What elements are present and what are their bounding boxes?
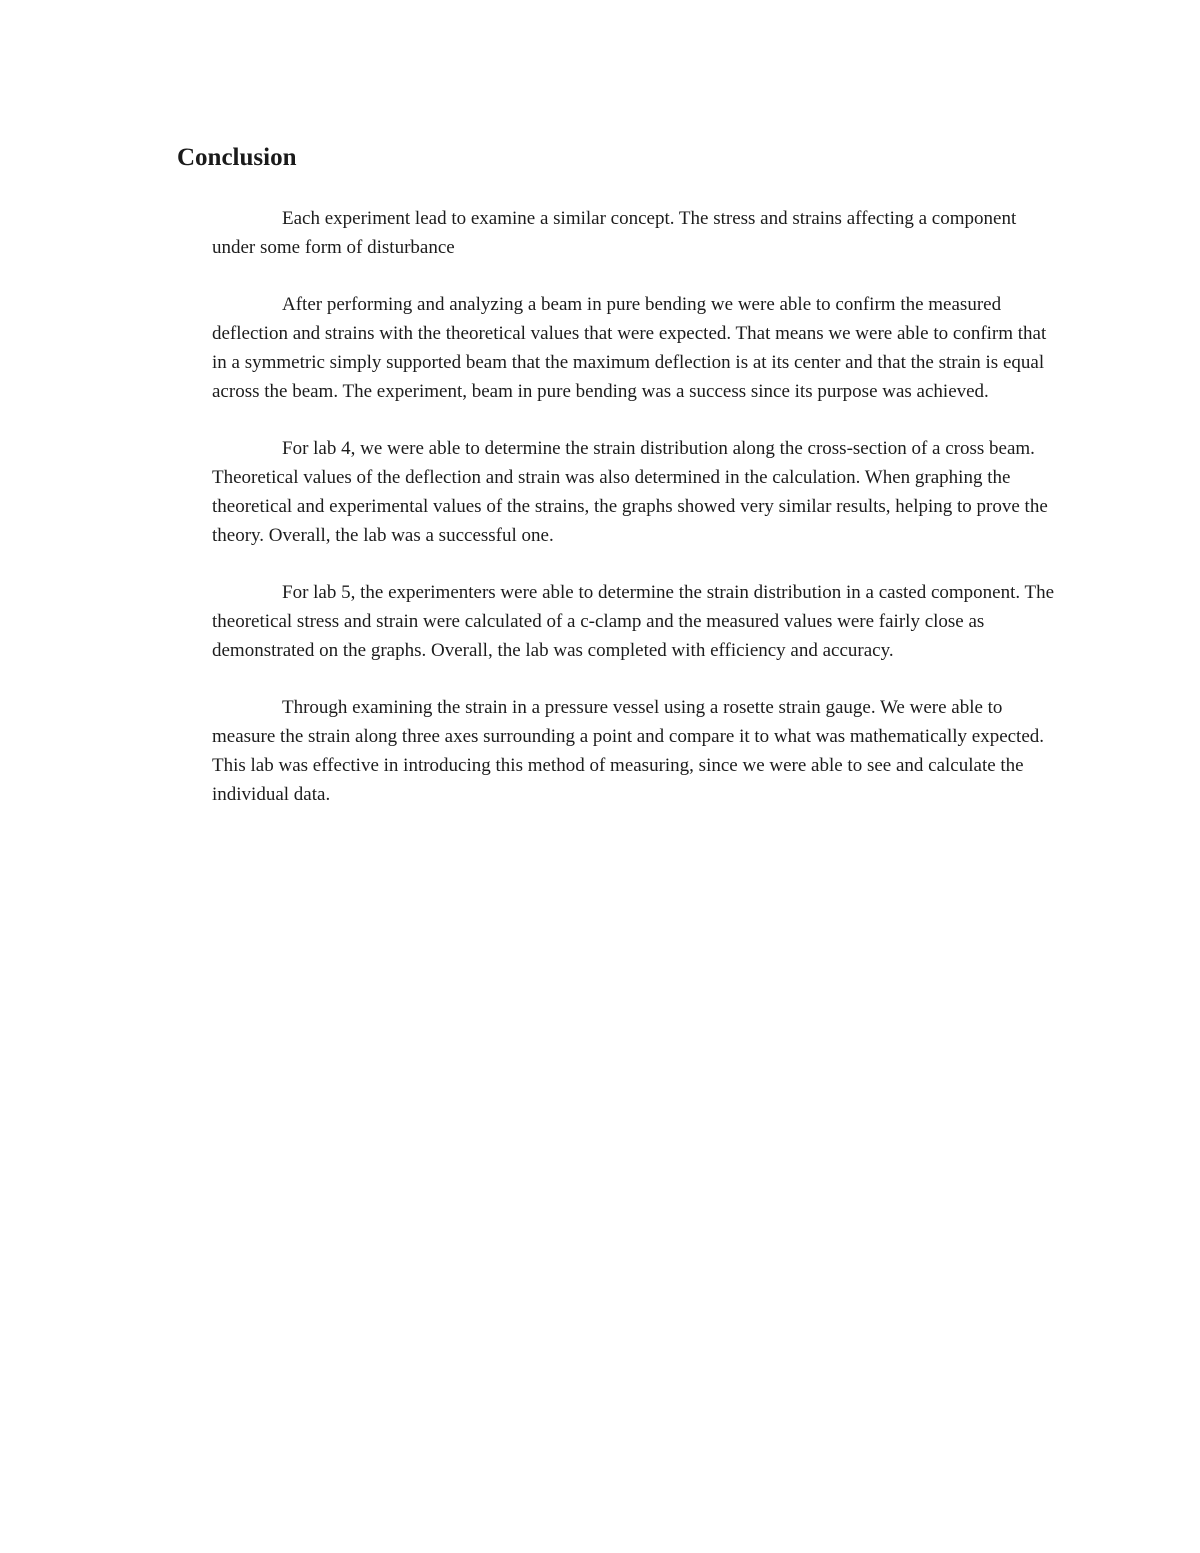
- paragraph-lab-4: For lab 4, we were able to determine the strain distribution along the cross-section of a cross beam. Theoretical values of the deflection and strain was also determined in the calculation. When graphing the theoretical and experimental values of the strains, the graphs showed very similar results, helping to prove the theory. Overall, the lab was a successful one.: [212, 438, 1048, 546]
- section-body: [212, 204, 1062, 837]
- paragraph-pure-bending: After performing and analyzing a beam in pure bending we were able to confirm the measured deflection and strains with the theoretical values that were expected. That means we were able to confirm that in a symmetric simply supported beam that the maximum deflection is at its center and that the strain is equal across the beam. The experiment, beam in pure bending was a success since its purpose was achieved.: [212, 294, 1047, 402]
- section-heading: Conclusion: [177, 144, 297, 171]
- paragraph-overview: Each experiment lead to examine a similar concept. The stress and strains affecting a component under some form of disturbance: [212, 208, 1017, 258]
- paragraph-lab-5: For lab 5, the experimenters were able to determine the strain distribution in a casted component. The theoretical stress and strain were calculated of a c-clamp and the measured values were fairly close as demonstrated on the graphs. Overall, the lab was completed with efficiency and accuracy.: [212, 582, 1055, 661]
- paragraph-pressure-vessel: Through examining the strain in a pressure vessel using a rosette strain gauge. We were able to measure the strain along three axes surrounding a point and compare it to what was mathematically expected. This lab was effective in introducing this method of measuring, since we were able to see and calculate the individual data.: [212, 697, 1045, 805]
